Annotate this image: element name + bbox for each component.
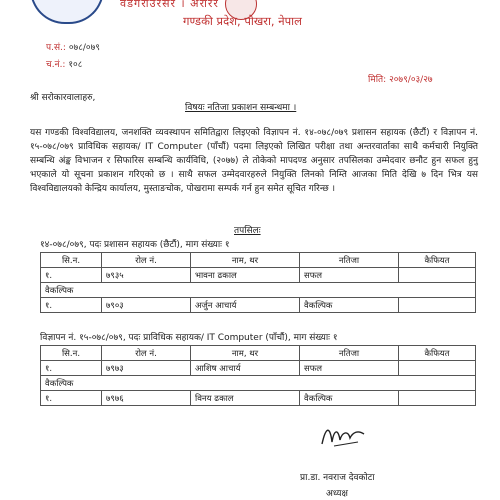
cell-remarks: [399, 361, 476, 376]
cell-name: विनय ढकाल: [191, 391, 300, 406]
signatory-name: प्रा.डा. नवराज देवकोटा: [300, 473, 375, 483]
ad2-table: [40, 345, 476, 406]
col-result: नतिजा: [300, 346, 399, 361]
chn-value: १०८: [68, 60, 83, 70]
col-remarks: कैफियत: [399, 253, 476, 268]
cell-name: आशिष आचार्य: [191, 361, 300, 376]
cell-sn: १.: [41, 361, 102, 376]
chn-label: च.नं.:: [46, 60, 66, 70]
table-row: [41, 361, 476, 376]
cell-remarks: [399, 268, 476, 283]
table-row: [41, 391, 476, 406]
alt-label-row: [41, 283, 476, 298]
cell-result: वैकल्पिक: [300, 298, 399, 313]
cell-result: सफल: [300, 361, 399, 376]
alt-label: वैकल्पिक: [41, 376, 476, 391]
ps-label: प.सं.:: [46, 43, 66, 53]
cell-sn: १.: [41, 268, 102, 283]
header-title-cut: वडगराउरसर । अरारर: [120, 0, 219, 10]
cell-result: सफल: [300, 268, 399, 283]
ps-value: ०७८/०७९: [68, 43, 100, 53]
university-logo: [30, 0, 104, 24]
chn-line: [46, 57, 82, 70]
cell-result: वैकल्पिक: [300, 391, 399, 406]
cell-remarks: [399, 391, 476, 406]
cell-roll: ७९७३: [102, 361, 191, 376]
col-name: नाम, थर: [191, 253, 300, 268]
ad2-line: विज्ञापन नं. १५-०७८/०७९, पदः प्राविधिक सहायक/ IT Computer (पाँचौं), माग संख्याः १: [40, 333, 338, 343]
cell-name: भावना ढकाल: [191, 268, 300, 283]
alt-label: वैकल्पिक: [41, 283, 476, 298]
ad1-table: [40, 252, 476, 313]
tpasil-heading: तपसिलः: [234, 226, 261, 236]
date: मिति: २०७९/०३/२७: [368, 75, 433, 85]
alt-label-row: [41, 376, 476, 391]
body-paragraph: यस गण्डकी विश्वविद्यालय, जनशक्ति व्यवस्थापन समितिद्वारा लिइएको विज्ञापन नं. १४-०७८/०७९ प्रशासन सहायक (छैटौं) र विज्ञापन नं. १५-०७८/०७९ प्राविधिक सहायक/ IT Computer (पाँचौं) पदमा लिइएको लिखित परीक्षा तथा अन्तरवार्ताका साथै कर्मचारी नियुक्ति सम्बन्धि अंङ्क विभाजन र सिफारिस सम्बन्धि कार्यविधि, (२०७७) ले तोकेको मापदण्ड अनुसार तपसिलका उम्मेदवार छनौट हुन सफल हुनु भएकाले यो सूचना प्रकाशन गरिएको छ । साथै सफल उम्मेदवारहरुले नियुक्ति लिनको निम्ति आजका मिति देखि ७ दिन भित्र यस विश्वविद्यालयको केन्द्रिय कार्यालय, मुस्ताङचोक, पोखरामा सम्पर्क गर्न हुन समेत सूचित गरिन्छ ।: [30, 128, 478, 194]
cell-roll: ७९३५: [102, 268, 191, 283]
table-header-row: [41, 346, 476, 361]
ps-line: [46, 40, 100, 53]
col-roll: रोल नं.: [102, 346, 191, 361]
col-remarks: कैफियत: [399, 346, 476, 361]
header-subtitle: गण्डकी प्रदेश, पोखरा, नेपाल: [183, 14, 302, 28]
col-sn: सि.न.: [41, 253, 102, 268]
cell-sn: १.: [41, 298, 102, 313]
signatory-title: अध्यक्ष: [326, 489, 348, 499]
addressee: श्री सरोकारवालाहरु,: [30, 93, 96, 103]
col-name: नाम, थर: [191, 346, 300, 361]
subject-line: विषयः नतिजा प्रकाशन सम्बन्धमा ।: [185, 103, 297, 113]
cell-name: अर्जुन आचार्य: [191, 298, 300, 313]
ad1-line: १४-०७८/०७९, पदः प्रशासन सहायक (छैटौं), माग संख्याः १: [40, 240, 230, 250]
cell-roll: ७९०३: [102, 298, 191, 313]
cell-remarks: [399, 298, 476, 313]
cell-sn: १.: [41, 391, 102, 406]
cell-roll: ७९७६: [102, 391, 191, 406]
table-row: [41, 268, 476, 283]
table-header-row: [41, 253, 476, 268]
col-result: नतिजा: [300, 253, 399, 268]
signature-mark: [320, 422, 368, 450]
col-roll: रोल नं.: [102, 253, 191, 268]
table-row: [41, 298, 476, 313]
col-sn: सि.न.: [41, 346, 102, 361]
